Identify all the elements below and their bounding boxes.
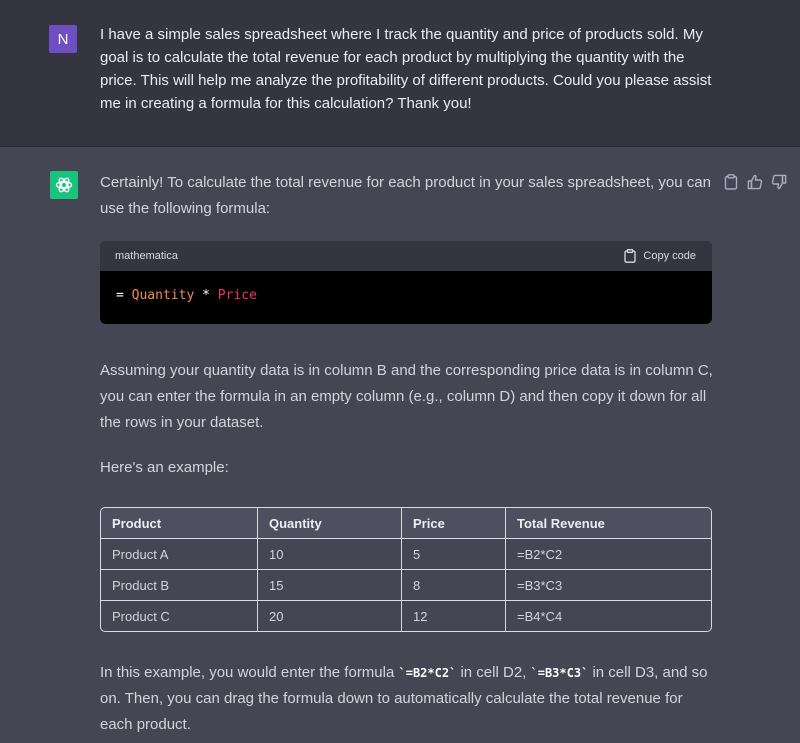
table-row bbox=[101, 601, 711, 631]
table-cell: =B4*C4 bbox=[517, 608, 563, 624]
assistant-message-row bbox=[0, 147, 800, 743]
code-token-multiply: * bbox=[202, 288, 210, 303]
table-cell: 8 bbox=[402, 570, 506, 601]
table-row bbox=[101, 570, 711, 601]
final-paragraph bbox=[100, 660, 715, 738]
code-block-header bbox=[100, 241, 712, 271]
table-row bbox=[101, 539, 711, 570]
user-message-row bbox=[0, 0, 800, 147]
table-header-row bbox=[101, 508, 711, 539]
final-text-3: in cell D3, and so on. Then, you can drag the formula down to automatically calculate the total revenue for each product. bbox=[100, 664, 708, 733]
message-actions bbox=[722, 173, 788, 191]
inline-code-b3c3: `=B3*C3` bbox=[530, 666, 589, 680]
table-header-cell: Price bbox=[402, 508, 506, 539]
table-header-cell: Product bbox=[101, 508, 258, 539]
copy-code-label: Copy code bbox=[643, 250, 696, 262]
copy-clipboard-icon[interactable] bbox=[722, 173, 740, 191]
table-cell: Product B bbox=[101, 570, 258, 601]
table-cell: =B3*C3 bbox=[506, 570, 711, 601]
assistant-intro-text: Certainly! To calculate the total revenue for each product in your sales spreadsheet, you can use the following formula: bbox=[100, 174, 711, 217]
table-cell: 5 bbox=[402, 539, 506, 570]
table-cell: 12 bbox=[402, 601, 506, 631]
code-block bbox=[100, 241, 712, 324]
table-header-cell: Quantity bbox=[258, 508, 402, 539]
table-header-cell: Total Revenue bbox=[506, 508, 711, 539]
code-token-equals: = bbox=[116, 288, 124, 303]
thumbs-up-icon[interactable] bbox=[746, 173, 764, 191]
user-message-text: I have a simple sales spreadsheet where I track the quantity and price of products sold. My goal is to calculate the total revenue for each product by multiplying the quantity with the price. This will help me analyze the profitability of different products. Could you please assist me in creating a formula for this calculation? Thank you! bbox=[100, 26, 712, 112]
table-cell: 20 bbox=[258, 601, 402, 631]
assumption-paragraph: Assuming your quantity data is in column B and the corresponding price data is in column C, you can enter the formula in an empty column (e.g., column D) and then copy it down for all the rows in your dataset. bbox=[100, 362, 713, 431]
code-token-price: Price bbox=[217, 288, 257, 303]
final-text-2: in cell D2, bbox=[456, 664, 531, 681]
copy-code-button[interactable] bbox=[624, 249, 696, 263]
inline-code-b2c2: `=B2*C2` bbox=[398, 666, 457, 680]
table-cell: Product A bbox=[101, 539, 258, 570]
table-cell: 10 bbox=[258, 539, 402, 570]
example-label: Here's an example: bbox=[100, 459, 229, 476]
clipboard-icon bbox=[624, 249, 636, 263]
code-content bbox=[100, 271, 712, 320]
user-avatar: N bbox=[49, 25, 77, 53]
code-token-quantity: Quantity bbox=[131, 288, 195, 303]
table-cell: 15 bbox=[258, 570, 402, 601]
table-cell: =B2*C2 bbox=[506, 539, 711, 570]
thumbs-down-icon[interactable] bbox=[770, 173, 788, 191]
final-text-1: In this example, you would enter the formula bbox=[100, 664, 399, 681]
example-table bbox=[100, 507, 712, 632]
code-language-label: mathematica bbox=[115, 250, 178, 262]
chatgpt-logo-icon bbox=[50, 171, 78, 199]
table-cell: Product C bbox=[101, 601, 258, 631]
